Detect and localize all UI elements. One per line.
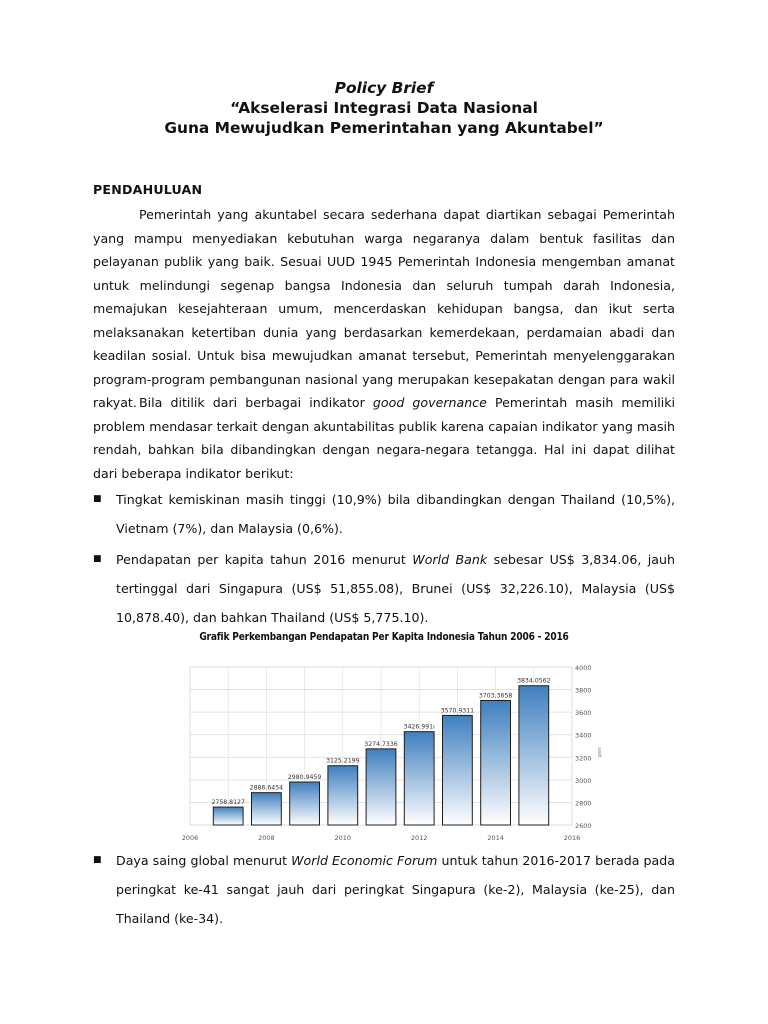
bullet-square-icon: ■: [93, 494, 102, 504]
y-tick-label: 3000: [575, 776, 592, 785]
document-kind: Policy Brief: [334, 79, 434, 97]
y-tick-label: 3600: [575, 709, 592, 718]
bullet-text-emphasis: World Bank: [412, 552, 488, 567]
x-tick-label: 2012: [410, 834, 428, 842]
paragraph-governance-text-a: Bila ditilik dari berbagai indikator: [139, 395, 373, 410]
bullet-text-b: untuk tahun 2016-2017 berada pada peringkat ke-41 sangat jauh dari peringkat Singapura (ke-2), Malaysia (ke-25), dan Thailand (ke-34).: [116, 853, 675, 926]
bullet-square-icon: ■: [93, 554, 102, 564]
chart-bar: [213, 807, 243, 825]
paragraph-intro-text: Pemerintah yang akuntabel secara sederhana dapat diartikan sebagai Pemerintah yang mampu menyediakan kebutuhan warga negaranya dalam bentuk fasilitas dan pelayanan publik yang baik. Sesuai UUD 1945 Pemerintah Indonesia mengemban amanat untuk melindungi segenap bangsa Indonesia dan seluruh tumpah darah Indonesia, memajukan kesejahteraan umum, mencerdaskan kehidupan bangsa, dan ikut serta melaksanakan ketertiban dunia yang berdasarkan kemerdekaan, perdamaian abadi dan keadilan sosial. Untuk bisa mewujudkan amanat tersebut, Pemerintah menyelenggarakan program-program pembangunan nasional yang merupakan kesepakatan dengan para wakil rakyat.: [93, 207, 675, 410]
bar-value-label: 3703.3658: [478, 692, 513, 700]
x-tick-label: 2006: [181, 834, 199, 842]
paragraph-governance-text-b: Pemerintah masih memiliki problem mendasar terkait dengan akuntabilitas publik karena capaian indikator yang masih rendah, bahkan bila dibandingkan dengan negara-negara tetangga. Hal ini dapat dilihat dari beberapa indikator berikut:: [93, 395, 675, 481]
chart-bar: [328, 766, 358, 825]
chart-bar: [443, 715, 473, 825]
bar-value-label: 2886.6454: [249, 784, 284, 792]
x-tick-label: 2014: [487, 834, 504, 842]
title-block: [0, 78, 768, 138]
y-tick-label: 3400: [575, 731, 592, 740]
bullet-item-competitiveness: [93, 846, 675, 933]
bar-value-label: 2758.8127: [211, 799, 245, 807]
chart-bar: [404, 732, 434, 825]
bullet-text-a: Daya saing global menurut: [116, 853, 292, 868]
chart-title: Grafik Perkembangan Pendapatan Per Kapita Indonesia Tahun 2006 - 2016: [199, 630, 569, 643]
bullet-text-emphasis: World Economic Forum: [291, 853, 438, 868]
bullet-item-poverty: [93, 485, 675, 543]
bar-value-label: 3834.0562: [517, 677, 551, 685]
bullet-text: Tingkat kemiskinan masih tinggi (10,9%) bila dibandingkan dengan Thailand (10,5%), Vietnam (7%), dan Malaysia (0,6%).: [116, 492, 675, 536]
document-title-line-1: “Akselerasi Integrasi Data Nasional: [230, 99, 538, 117]
chart-bar: [290, 782, 320, 825]
bar-value-label: 2980.9459: [287, 774, 322, 782]
chart-bar: [252, 793, 282, 825]
bar-value-label: 3570.9311: [440, 707, 475, 715]
bar-value-label: 3274.7336: [364, 740, 398, 748]
paragraph-governance: [93, 391, 675, 485]
y-tick-label: 2800: [575, 799, 592, 808]
y-tick-label: 4000: [575, 664, 592, 672]
bullet-square-icon: ■: [93, 855, 102, 865]
chart-bar: [366, 749, 396, 825]
bullet-text: [116, 846, 675, 933]
paragraph-intro: [93, 203, 675, 415]
bullet-item-income: [93, 545, 675, 632]
y-tick-label: 3800: [575, 686, 592, 695]
chart-bar: [481, 700, 511, 825]
x-tick-label: 2008: [258, 834, 275, 842]
income-per-capita-chart: [180, 655, 600, 845]
y-axis-label: usd: [596, 747, 602, 757]
bar-value-label: 3426.991ı: [403, 723, 435, 731]
x-tick-label: 2016: [563, 834, 581, 842]
paragraph-governance-emphasis: good governance: [372, 395, 487, 410]
x-tick-label: 2010: [334, 834, 352, 842]
bullet-text: [116, 545, 675, 632]
y-tick-label: 2600: [575, 822, 592, 830]
document-title-line-2: Guna Mewujudkan Pemerintahan yang Akuntabel”: [164, 119, 604, 137]
bar-value-label: 3125.2199: [326, 757, 360, 765]
y-tick-label: 3200: [575, 754, 592, 763]
bullet-text-b: sebesar US$ 3,834.06, jauh tertinggal dari Singapura (US$ 51,855.08), Brunei (US$ 32,226.10), Malaysia (US$ 10,878.40), dan bahkan Thailand (US$ 5,775.10).: [116, 552, 675, 625]
section-heading: PENDAHULUAN: [93, 182, 203, 197]
chart-bar: [519, 686, 549, 825]
bullet-text-a: Pendapatan per kapita tahun 2016 menurut: [116, 552, 413, 567]
